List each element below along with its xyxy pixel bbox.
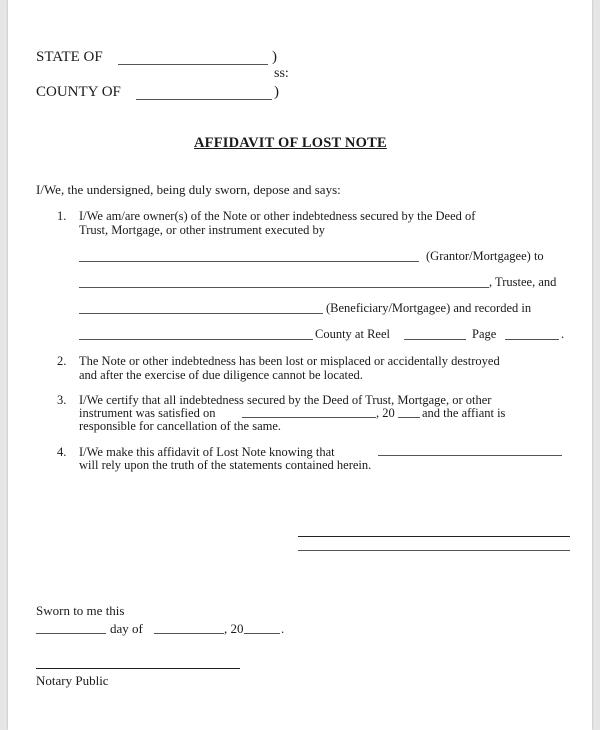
- county-label: COUNTY OF: [36, 84, 121, 100]
- item4-line1: I/We make this affidavit of Lost Note knowing that: [79, 445, 335, 459]
- item3-line2a: instrument was satisfied on: [79, 406, 216, 420]
- sworn-day-blank[interactable]: [36, 633, 106, 634]
- item1-period: .: [561, 327, 565, 341]
- notary-label: Notary Public: [36, 673, 109, 688]
- signature-line-2[interactable]: [298, 550, 570, 551]
- beneficiary-label: (Beneficiary/Mortgagee) and recorded in: [326, 301, 532, 315]
- state-label: STATE OF: [36, 49, 103, 65]
- item2-line2: and after the exercise of due diligence cannot be located.: [79, 368, 363, 382]
- county-recorded-blank[interactable]: [79, 339, 313, 340]
- item3-line3: responsible for cancellation of the same.: [79, 419, 282, 433]
- satisfied-date-blank[interactable]: [242, 417, 376, 418]
- item4-line2: will rely upon the truth of the statements contained herein.: [79, 458, 372, 472]
- sworn-year-blank[interactable]: [244, 633, 280, 634]
- item3-line2c: and the affiant is: [422, 406, 506, 420]
- paren-top: ): [272, 49, 277, 65]
- intro-text: I/We, the undersigned, being duly sworn, depose and says:: [36, 182, 341, 197]
- trustee-label: , Trustee, and: [489, 275, 557, 289]
- item2-number: 2.: [57, 354, 67, 368]
- trustee-blank[interactable]: [79, 287, 489, 288]
- page-blank[interactable]: [505, 339, 559, 340]
- item1-number: 1.: [57, 209, 67, 223]
- paren-bottom: ): [274, 84, 279, 100]
- knowing-that-blank[interactable]: [378, 455, 562, 456]
- grantor-blank[interactable]: [79, 261, 419, 262]
- grantor-label: (Grantor/Mortgagee) to: [426, 249, 544, 263]
- page-label: Page: [472, 327, 497, 341]
- ss-label: ss:: [274, 66, 289, 81]
- item3-line2b: , 20: [376, 406, 395, 420]
- county-at-reel-label: County at Reel: [315, 327, 390, 341]
- reel-blank[interactable]: [404, 339, 466, 340]
- document-title: AFFIDAVIT OF LOST NOTE: [194, 135, 387, 151]
- item4-number: 4.: [57, 445, 67, 459]
- item1-line1: I/We am/are owner(s) of the Note or other indebtedness secured by the Deed of: [79, 209, 476, 223]
- sworn-period: .: [281, 621, 285, 636]
- county-blank[interactable]: [136, 99, 272, 100]
- notary-signature-line[interactable]: [36, 668, 240, 669]
- beneficiary-blank[interactable]: [79, 313, 323, 314]
- document-page: [8, 0, 592, 730]
- sworn-label: Sworn to me this: [36, 603, 125, 618]
- sworn-month-blank[interactable]: [154, 633, 224, 634]
- state-blank[interactable]: [118, 64, 268, 65]
- sworn-year-label: , 20: [224, 621, 244, 636]
- signature-line-1[interactable]: [298, 536, 570, 537]
- item2-line1: The Note or other indebtedness has been lost or misplaced or accidentally destroyed: [79, 354, 500, 368]
- item3-line1: I/We certify that all indebtedness secured by the Deed of Trust, Mortgage, or other: [79, 393, 492, 407]
- item3-number: 3.: [57, 393, 67, 407]
- day-of-label: day of: [110, 621, 143, 636]
- satisfied-year-blank[interactable]: [398, 417, 420, 418]
- item1-line2: Trust, Mortgage, or other instrument executed by: [79, 223, 326, 237]
